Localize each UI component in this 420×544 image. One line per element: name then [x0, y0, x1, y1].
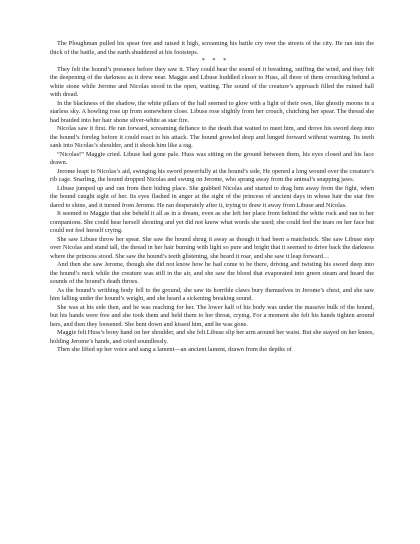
paragraph: They felt the hound’s presence before they saw it. They could hear the sound of it breathing, sniffing the wind, and they felt the deepening of the darkness as it drew near. Maggie and Libuse huddled closer to Huss, all three of them crouching behind a white stone while Jerome and Nicolas stood in the open, waiting. The sound of the creature’s approach filled the ruined hall with dread.	[50, 65, 374, 98]
paragraph: She was at his side then, and he was reaching for her. The lower half of his body was under the massive bulk of the hound, but his hands were free and she took them and held them to her throat, crying. For a moment she felt his hands tighten around hers, and then they loosened. She bent down and kissed him, and he was gone.	[50, 303, 374, 328]
paragraph: In the blackness of the shadow, the white pillars of the hall seemed to glow with a light of their own, like ghostly moons in a starless sky. A howling rose up from somewhere close. Libuse rose slightly from her crouch, clutching her spear. The thread she had braided into her hair shone silver-white as star fire.	[50, 99, 374, 124]
paragraph: Maggie felt Huss’s bony hand on her shoulder, and she felt Libuse slip her arm around her waist. But she stayed on her knees, holding Jerome’s hands, and cried soundlessly.	[50, 329, 374, 345]
paragraph: And then she saw Jerome, though she did not know how he had come to be there, driving and twisting his sword deep into the hound’s neck while the creature was still in the air, and she saw the blood that evaporated into green steam and heard the sounds of the hound’s death throes.	[50, 261, 374, 285]
scene-break: * * *	[201, 57, 230, 64]
paragraph-opening: The Ploughman pulled his spear free and raised it high, screaming his battle cry over the streets of the city. He ran into the thick of the battle, and the earth shuddered at his footsteps.	[50, 40, 374, 56]
paragraph: Libuse jumped up and ran from their hiding place. She grabbed Nicolas and started to drag him away from the fight, when the hound caught sight of her. Its eyes flashed in anger at the sight of the princess of ancient days in whose hair the star fire dared to shine, and it turned from Jerome. He ran desperately after it, trying to draw it away from Libuse and Nicolas.	[50, 184, 374, 209]
paragraph: Nicolas saw it first. He ran forward, screaming defiance to the death that waited to meet him, and drove his sword deep into the hound’s foreleg before it could react to his attack. The hound growled deep and lunged forward without warning. Its teeth sank into Nicolas’s shoulder, and it shook him like a rag.	[50, 125, 374, 149]
paragraph: It seemed to Maggie that she beheld it all as in a dream, even as she left her place from behind the white rock and ran to her companions. She could hear herself shouting and yet did not know what words she used; she could feel the tears on her face but could not feel herself crying.	[50, 210, 374, 234]
paragraph: “Nicolas!” Maggie cried. Libuse had gone pale. Huss was sitting on the ground between them, his eyes closed and his face drawn.	[50, 150, 374, 166]
paragraph: She saw Libuse throw her spear. She saw the hound shrug it away as though it had been a matchstick. She saw Libuse step over Nicolas and stand tall, the thread in her hair burning with light so pure and bright that it seemed to drive back the darkness where the princess stood. She saw the hound’s teeth glistening, she heard it roar, and she saw it leap forward…	[50, 235, 374, 260]
paragraph: As the hound’s writhing body fell to the ground, she saw its horrible claws bury themselves in Jerome’s chest, and she saw him falling under the hound’s weight, and she heard a sickening breaking sound.	[50, 286, 374, 302]
paragraph: Jerome leapt to Nicolas’s aid, swinging his sword powerfully at the hound’s side, He opened a long wound over the creature’s rib cage. Snarling, the hound dropped Nicolas and swung on Jerome, who sprang away from the animal’s snapping jaws.	[50, 167, 374, 183]
document-page	[50, 40, 374, 355]
paragraph: Then she lifted up her voice and sang a lament—an ancient lament, drawn from the depths of	[57, 346, 292, 353]
